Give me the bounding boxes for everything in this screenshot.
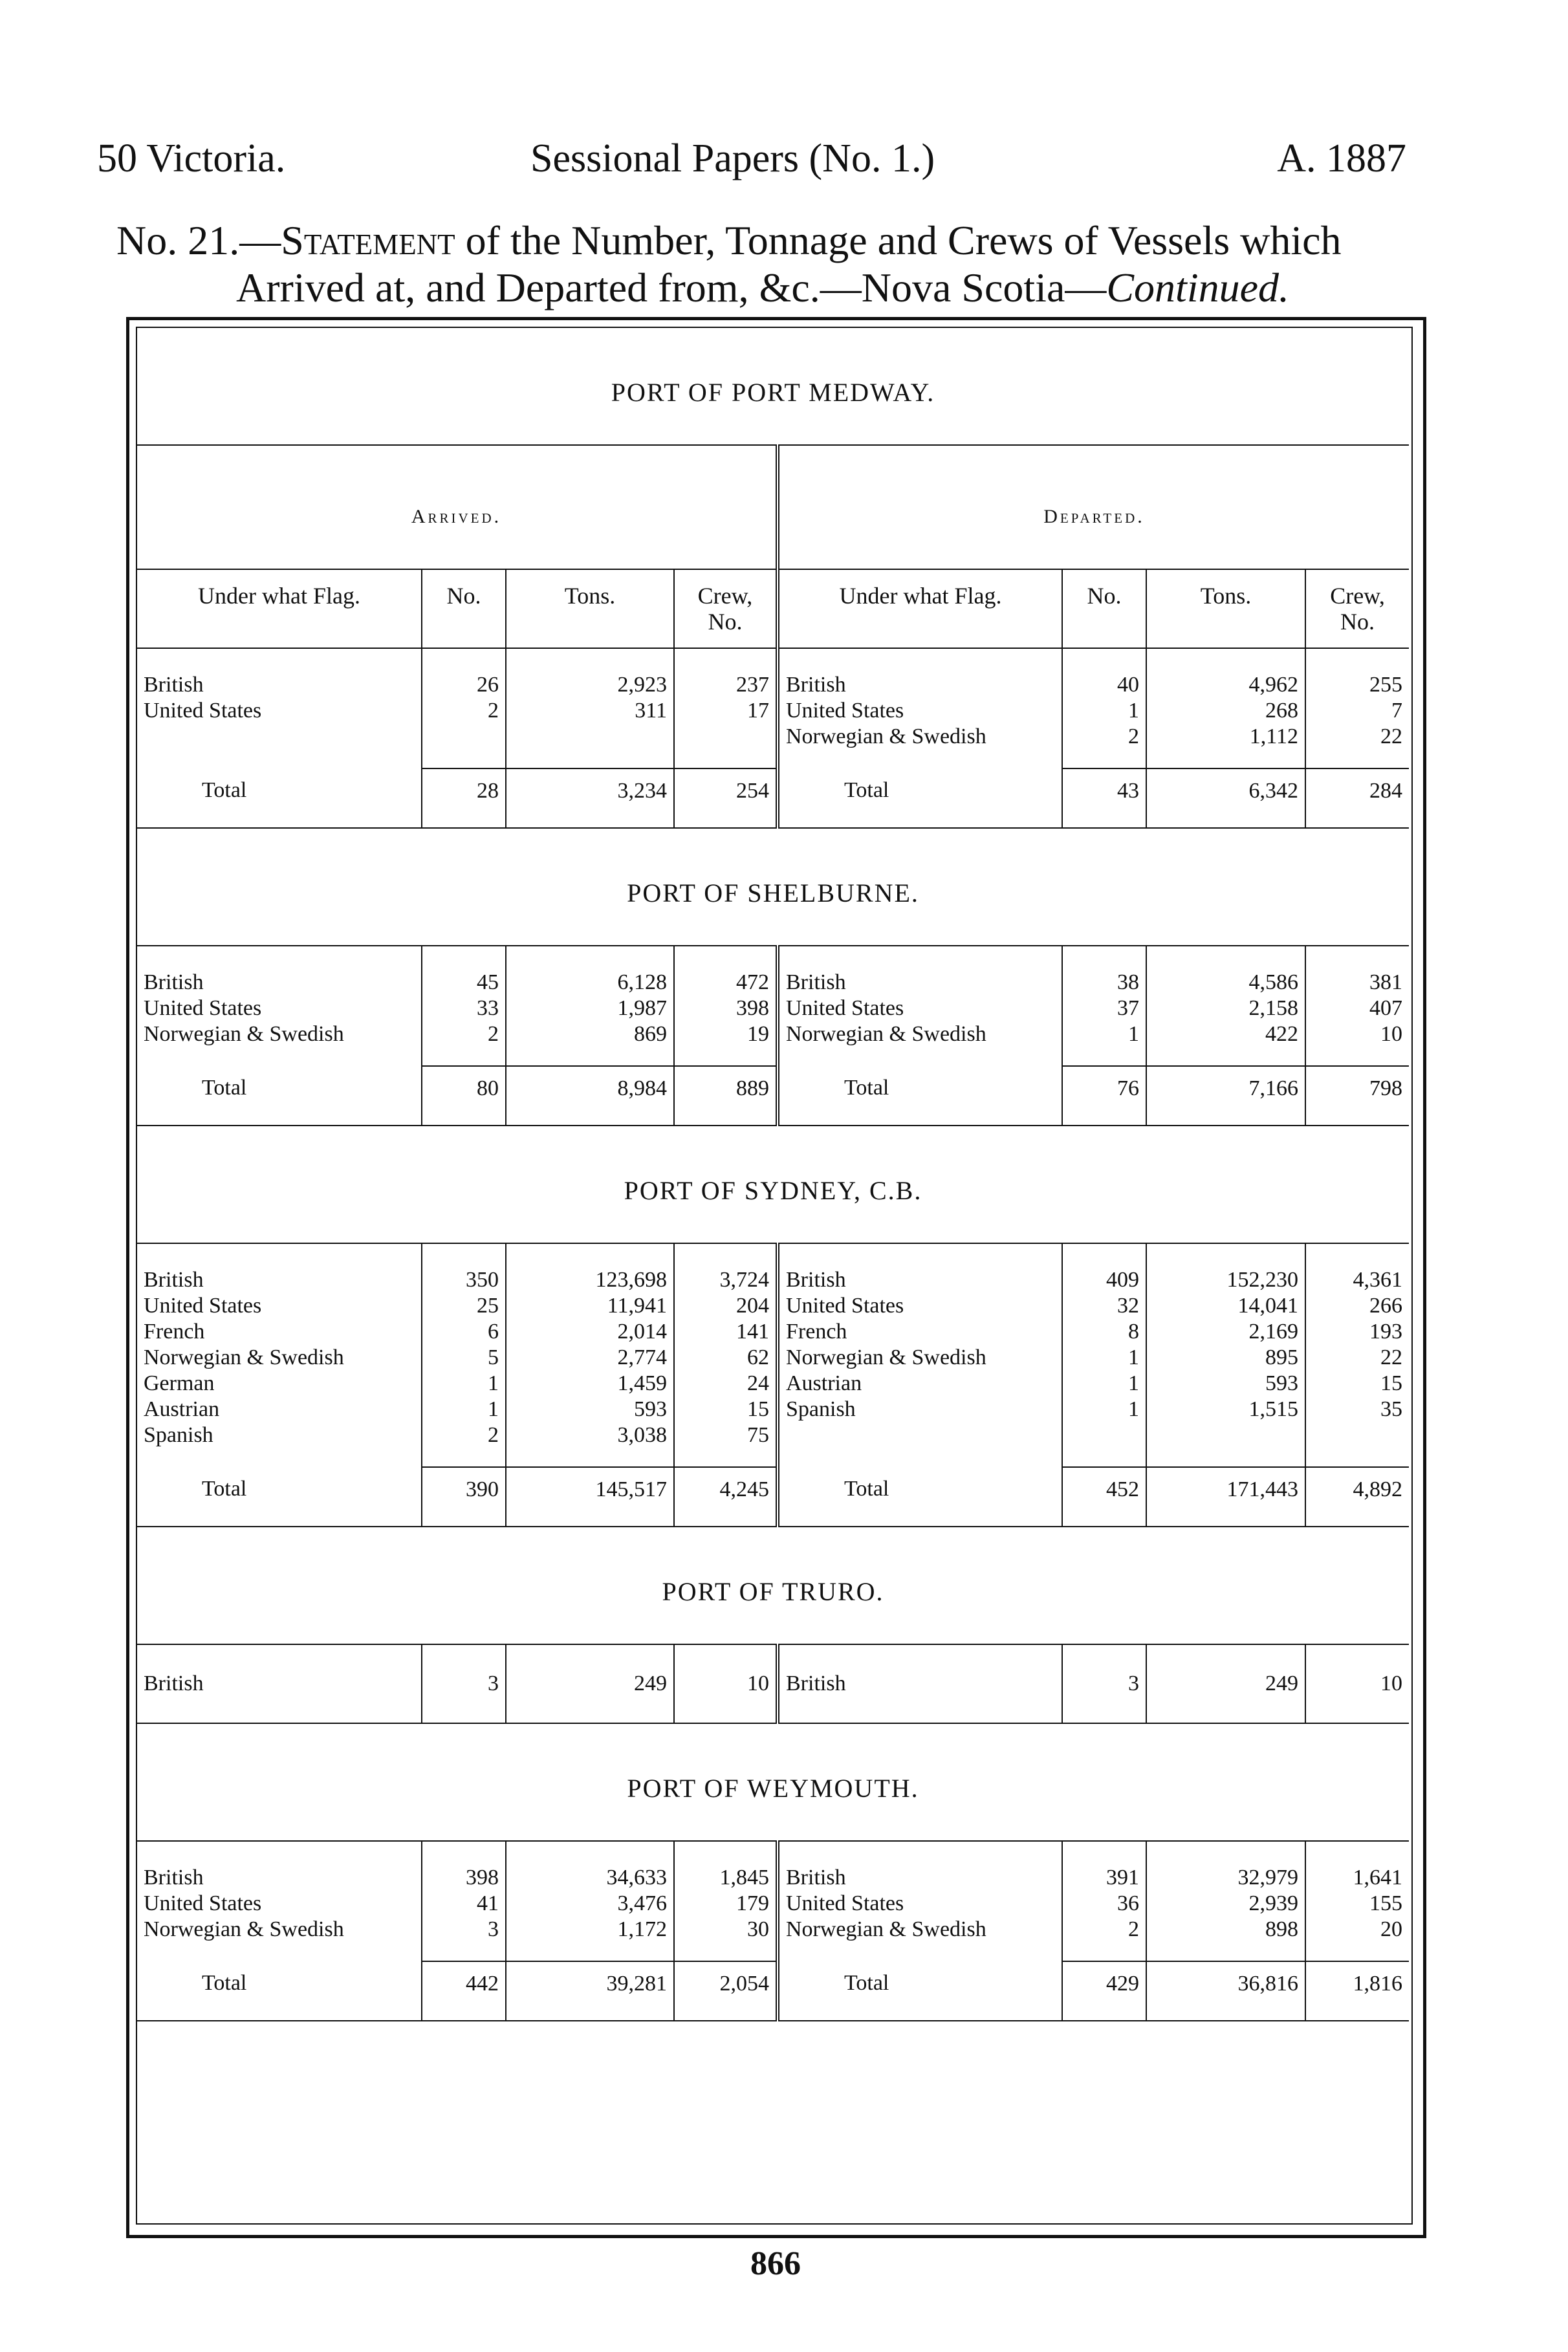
departed-vessels-count-cell: 1: [1062, 698, 1146, 724]
port-name: PORT OF SYDNEY, C.B.: [137, 1126, 1409, 1243]
arrived-tonnage-cell: 123,698: [506, 1243, 674, 1293]
departed-crew-cell: [1305, 1422, 1409, 1467]
arrived-total-vessels-cell: 442: [422, 1961, 506, 2021]
departed-total-label: Total: [778, 768, 1062, 828]
departed-vessels-count-cell: 1: [1062, 1371, 1146, 1397]
arrived-crew-cell: 30: [674, 1917, 778, 1961]
statement-title-line2: [236, 264, 1289, 312]
departed-flag-cell: Norwegian & Swedish: [778, 724, 1062, 768]
departed-crew-cell: 20: [1305, 1917, 1409, 1961]
arrived-total-crew-cell: 889: [674, 1066, 778, 1126]
arrived-vessels-count-cell: 45: [422, 946, 506, 996]
arrived-crew-cell: 179: [674, 1891, 778, 1917]
arrived-flag-cell: British: [144, 970, 204, 994]
departed-flag-cell: Spanish: [778, 1397, 1062, 1422]
departed-crew-cell: 10: [1305, 1021, 1409, 1066]
departed-tonnage-cell: 1,112: [1146, 724, 1305, 768]
arrived-tonnage-cell: 1,172: [506, 1917, 674, 1961]
departed-tonnage-cell: 32,979: [1146, 1841, 1305, 1891]
departed-flag-cell: Austrian: [778, 1371, 1062, 1397]
vessel-row: [137, 1422, 1409, 1467]
departed-vessels-count-cell: 38: [1062, 946, 1146, 996]
vessel-row: [137, 1917, 1409, 1961]
arrived-crew-cell: 1,845: [674, 1841, 778, 1891]
arrived-vessels-count-cell: [422, 724, 506, 768]
departed-total-tonnage-cell: 36,816: [1146, 1961, 1305, 2021]
arrived-total-label: Total: [137, 1961, 422, 2021]
departed-tonnage-cell: 2,169: [1146, 1319, 1305, 1345]
departed-crew-cell: 10: [1305, 1644, 1409, 1723]
departed-total-crew-cell: 284: [1305, 768, 1409, 828]
arrived-total-crew-cell: 254: [674, 768, 778, 828]
departed-crew-cell: 7: [1305, 698, 1409, 724]
departed-flag-cell: United States: [778, 1891, 1062, 1917]
vessel-row: [137, 724, 1409, 768]
departed-total-vessels-cell: 429: [1062, 1961, 1146, 2021]
title-line2: Arrived at, and Departed from, &c.—Nova Scotia—: [236, 265, 1107, 310]
departed-vessels-count-cell: 37: [1062, 996, 1146, 1021]
total-row: [137, 1961, 1409, 2021]
arrived-tonnage-cell: 2,774: [506, 1345, 674, 1371]
arrived-crew-cell: 24: [674, 1371, 778, 1397]
arrived-crew-cell: 75: [674, 1422, 778, 1467]
total-row: [137, 1467, 1409, 1527]
port-title-row: [137, 1126, 1409, 1243]
departed-tonnage-cell: 4,962: [1146, 648, 1305, 698]
port-name: PORT OF TRURO.: [137, 1527, 1409, 1644]
arrived-vessels-count-cell: 5: [422, 1345, 506, 1371]
arrived-total-tonnage-cell: 39,281: [506, 1961, 674, 2021]
port-name: PORT OF WEYMOUTH.: [137, 1723, 1409, 1841]
vessel-row: [137, 1371, 1409, 1397]
departed-tonnage-cell: 249: [1146, 1644, 1305, 1723]
departed-flag-cell: Norwegian & Swedish: [778, 1917, 1062, 1961]
departed-tonnage-cell: 895: [1146, 1345, 1305, 1371]
arrived-crew-cell: 62: [674, 1345, 778, 1371]
departed-vessels-count-cell: 1: [1062, 1021, 1146, 1066]
departed-flag-cell: Norwegian & Swedish: [778, 1345, 1062, 1371]
header-year: A. 1887: [1277, 136, 1406, 180]
header-session: 50 Victoria.: [97, 136, 286, 180]
departed-flag-cell: British: [778, 946, 1062, 996]
departed-total-label: Total: [778, 1066, 1062, 1126]
departed-total-vessels-cell: 76: [1062, 1066, 1146, 1126]
arrived-vessels-count-cell: 6: [422, 1319, 506, 1345]
arrived-vessels-count-cell: 25: [422, 1293, 506, 1319]
arrived-total-tonnage-cell: 3,234: [506, 768, 674, 828]
arrived-vessels-count-cell: 3: [422, 1917, 506, 1961]
vessel-row: [137, 1319, 1409, 1345]
departed-vessels-count-cell: 3: [1062, 1644, 1146, 1723]
no-col-header: No.: [1062, 569, 1146, 648]
departed-tonnage-cell: 14,041: [1146, 1293, 1305, 1319]
departed-total-label: Total: [778, 1467, 1062, 1527]
arrived-tonnage-cell: 11,941: [506, 1293, 674, 1319]
arrived-tonnage-cell: 311: [506, 698, 674, 724]
departed-flag-cell: British: [778, 1243, 1062, 1293]
title-statement-word: Statement: [281, 217, 455, 263]
arrived-total-vessels-cell: 390: [422, 1467, 506, 1527]
departed-total-tonnage-cell: 7,166: [1146, 1066, 1305, 1126]
arrived-total-tonnage-cell: 8,984: [506, 1066, 674, 1126]
departed-total-tonnage-cell: 171,443: [1146, 1467, 1305, 1527]
arrived-tonnage-cell: 6,128: [506, 946, 674, 996]
arrived-crew-cell: 3,724: [674, 1243, 778, 1293]
arrived-total-crew-cell: 4,245: [674, 1467, 778, 1527]
arrived-flag-cell: Austrian: [144, 1397, 220, 1421]
departed-crew-cell: 155: [1305, 1891, 1409, 1917]
arrived-flag-cell: Norwegian & Swedish: [144, 1022, 344, 1046]
departed-heading: Departed.: [778, 445, 1409, 569]
header-papers: Sessional Papers (No. 1.): [530, 136, 935, 180]
arrived-crew-cell: 237: [674, 648, 778, 698]
statement-title-line1: [116, 217, 1342, 265]
arrived-vessels-count-cell: 3: [422, 1644, 506, 1723]
departed-crew-cell: 407: [1305, 996, 1409, 1021]
arrived-vessels-count-cell: 2: [422, 1422, 506, 1467]
departed-crew-cell: 22: [1305, 1345, 1409, 1371]
arrived-crew-cell: 141: [674, 1319, 778, 1345]
departed-flag-cell: United States: [778, 996, 1062, 1021]
arrived-total-crew-cell: 2,054: [674, 1961, 778, 2021]
vessel-row: [137, 1293, 1409, 1319]
arrived-crew-cell: 19: [674, 1021, 778, 1066]
departed-vessels-count-cell: 32: [1062, 1293, 1146, 1319]
departed-crew-cell: 35: [1305, 1397, 1409, 1422]
arrived-flag-cell: Spanish: [144, 1423, 213, 1447]
departed-crew-cell: 4,361: [1305, 1243, 1409, 1293]
arrived-total-tonnage-cell: 145,517: [506, 1467, 674, 1527]
vessel-row: [137, 996, 1409, 1021]
departed-total-crew-cell: 1,816: [1305, 1961, 1409, 2021]
departed-vessels-count-cell: 36: [1062, 1891, 1146, 1917]
departed-vessels-count-cell: 2: [1062, 724, 1146, 768]
arrived-flag-cell: British: [137, 1644, 422, 1723]
arrived-flag-cell: Norwegian & Swedish: [144, 1345, 344, 1369]
vessel-row: [137, 1891, 1409, 1917]
departed-tonnage-cell: 4,586: [1146, 946, 1305, 996]
departed-total-crew-cell: 4,892: [1305, 1467, 1409, 1527]
group-header-row: [137, 445, 1409, 569]
arrived-total-vessels-cell: 28: [422, 768, 506, 828]
departed-crew-cell: 1,641: [1305, 1841, 1409, 1891]
vessel-row: [137, 1644, 1409, 1723]
arrived-flag-cell: British: [144, 1268, 204, 1292]
arrived-vessels-count-cell: 398: [422, 1841, 506, 1891]
arrived-tonnage-cell: 869: [506, 1021, 674, 1066]
departed-total-tonnage-cell: 6,342: [1146, 768, 1305, 828]
crew-col-header: Crew, No.: [1305, 569, 1409, 648]
title-continued: Continued.: [1106, 265, 1289, 310]
arrived-total-vessels-cell: 80: [422, 1066, 506, 1126]
departed-crew-cell: 266: [1305, 1293, 1409, 1319]
vessel-row: [137, 946, 1409, 996]
departed-crew-cell: 255: [1305, 648, 1409, 698]
port-title-row: [137, 828, 1409, 946]
arrived-vessels-count-cell: 33: [422, 996, 506, 1021]
column-header-row: [137, 569, 1409, 648]
departed-flag-cell: [778, 1422, 1062, 1467]
title-line1-rest: of the Number, Tonnage and Crews of Vessels which: [455, 217, 1342, 263]
departed-crew-cell: 22: [1305, 724, 1409, 768]
arrived-tonnage-cell: 34,633: [506, 1841, 674, 1891]
arrived-flag-cell: United States: [144, 1891, 262, 1915]
arrived-tonnage-cell: 1,459: [506, 1371, 674, 1397]
arrived-tonnage-cell: 249: [506, 1644, 674, 1723]
tons-col-header: Tons.: [1146, 569, 1305, 648]
arrived-total-label: Total: [137, 768, 422, 828]
vessel-row: [137, 1841, 1409, 1891]
arrived-tonnage-cell: 2,923: [506, 648, 674, 698]
vessels-table-wrap: [137, 328, 1409, 2021]
arrived-total-label: Total: [137, 1467, 422, 1527]
departed-tonnage-cell: 2,939: [1146, 1891, 1305, 1917]
total-row: [137, 768, 1409, 828]
arrived-tonnage-cell: 2,014: [506, 1319, 674, 1345]
arrived-tonnage-cell: [506, 724, 674, 768]
departed-total-vessels-cell: 43: [1062, 768, 1146, 828]
departed-vessels-count-cell: 1: [1062, 1345, 1146, 1371]
departed-tonnage-cell: 593: [1146, 1371, 1305, 1397]
departed-flag-cell: United States: [778, 698, 1062, 724]
departed-total-label: Total: [778, 1961, 1062, 2021]
vessel-row: [137, 1397, 1409, 1422]
departed-flag-cell: Norwegian & Swedish: [778, 1021, 1062, 1066]
port-title-row: [137, 1527, 1409, 1644]
arrived-vessels-count-cell: 41: [422, 1891, 506, 1917]
departed-vessels-count-cell: [1062, 1422, 1146, 1467]
flag-col-header: Under what Flag.: [778, 569, 1062, 648]
vessel-row: [137, 1243, 1409, 1293]
arrived-crew-cell: 10: [674, 1644, 778, 1723]
arrived-crew-cell: [674, 724, 778, 768]
departed-flag-cell: British: [778, 648, 1062, 698]
arrived-crew-cell: 15: [674, 1397, 778, 1422]
arrived-vessels-count-cell: 2: [422, 1021, 506, 1066]
total-row: [137, 1066, 1409, 1126]
page-number: 866: [750, 2245, 801, 2282]
departed-tonnage-cell: 898: [1146, 1917, 1305, 1961]
departed-vessels-count-cell: 391: [1062, 1841, 1146, 1891]
arrived-vessels-count-cell: 1: [422, 1371, 506, 1397]
departed-vessels-count-cell: 8: [1062, 1319, 1146, 1345]
title-prefix: No. 21.—: [116, 217, 281, 263]
arrived-flag-cell: [137, 724, 422, 768]
departed-crew-cell: 15: [1305, 1371, 1409, 1397]
arrived-crew-cell: 398: [674, 996, 778, 1021]
arrived-heading: Arrived.: [137, 445, 778, 569]
arrived-total-label: Total: [137, 1066, 422, 1126]
arrived-crew-cell: 17: [674, 698, 778, 724]
departed-vessels-count-cell: 409: [1062, 1243, 1146, 1293]
arrived-flag-cell: British: [144, 673, 204, 697]
arrived-crew-cell: 204: [674, 1293, 778, 1319]
arrived-flag-cell: United States: [144, 699, 262, 723]
arrived-crew-cell: 472: [674, 946, 778, 996]
departed-total-crew-cell: 798: [1305, 1066, 1409, 1126]
crew-col-header: Crew, No.: [674, 569, 778, 648]
vessel-row: [137, 648, 1409, 698]
arrived-tonnage-cell: 3,476: [506, 1891, 674, 1917]
arrived-flag-cell: German: [144, 1371, 215, 1395]
departed-flag-cell: French: [778, 1319, 1062, 1345]
departed-tonnage-cell: [1146, 1422, 1305, 1467]
arrived-tonnage-cell: 593: [506, 1397, 674, 1422]
departed-total-vessels-cell: 452: [1062, 1467, 1146, 1527]
departed-flag-cell: British: [778, 1841, 1062, 1891]
vessels-table: [137, 328, 1409, 2021]
port-name: PORT OF PORT MEDWAY.: [137, 328, 1409, 445]
arrived-vessels-count-cell: 2: [422, 698, 506, 724]
arrived-tonnage-cell: 3,038: [506, 1422, 674, 1467]
departed-vessels-count-cell: 1: [1062, 1397, 1146, 1422]
port-title-row: [137, 1723, 1409, 1841]
arrived-tonnage-cell: 1,987: [506, 996, 674, 1021]
departed-vessels-count-cell: 2: [1062, 1917, 1146, 1961]
vessel-row: [137, 1021, 1409, 1066]
arrived-flag-cell: French: [144, 1320, 205, 1344]
departed-flag-cell: British: [778, 1644, 1062, 1723]
arrived-flag-cell: United States: [144, 1294, 262, 1318]
arrived-vessels-count-cell: 1: [422, 1397, 506, 1422]
tons-col-header: Tons.: [506, 569, 674, 648]
vessel-row: [137, 698, 1409, 724]
flag-col-header: Under what Flag.: [137, 569, 422, 648]
arrived-flag-cell: British: [144, 1866, 204, 1889]
departed-crew-cell: 381: [1305, 946, 1409, 996]
port-name: PORT OF SHELBURNE.: [137, 828, 1409, 946]
departed-crew-cell: 193: [1305, 1319, 1409, 1345]
departed-vessels-count-cell: 40: [1062, 648, 1146, 698]
port-title-row: [137, 328, 1409, 445]
departed-tonnage-cell: 152,230: [1146, 1243, 1305, 1293]
arrived-flag-cell: Norwegian & Swedish: [144, 1917, 344, 1941]
departed-flag-cell: United States: [778, 1293, 1062, 1319]
departed-tonnage-cell: 268: [1146, 698, 1305, 724]
arrived-vessels-count-cell: 350: [422, 1243, 506, 1293]
departed-tonnage-cell: 422: [1146, 1021, 1305, 1066]
departed-tonnage-cell: 1,515: [1146, 1397, 1305, 1422]
arrived-flag-cell: United States: [144, 996, 262, 1020]
vessel-row: [137, 1345, 1409, 1371]
arrived-vessels-count-cell: 26: [422, 648, 506, 698]
departed-tonnage-cell: 2,158: [1146, 996, 1305, 1021]
no-col-header: No.: [422, 569, 506, 648]
